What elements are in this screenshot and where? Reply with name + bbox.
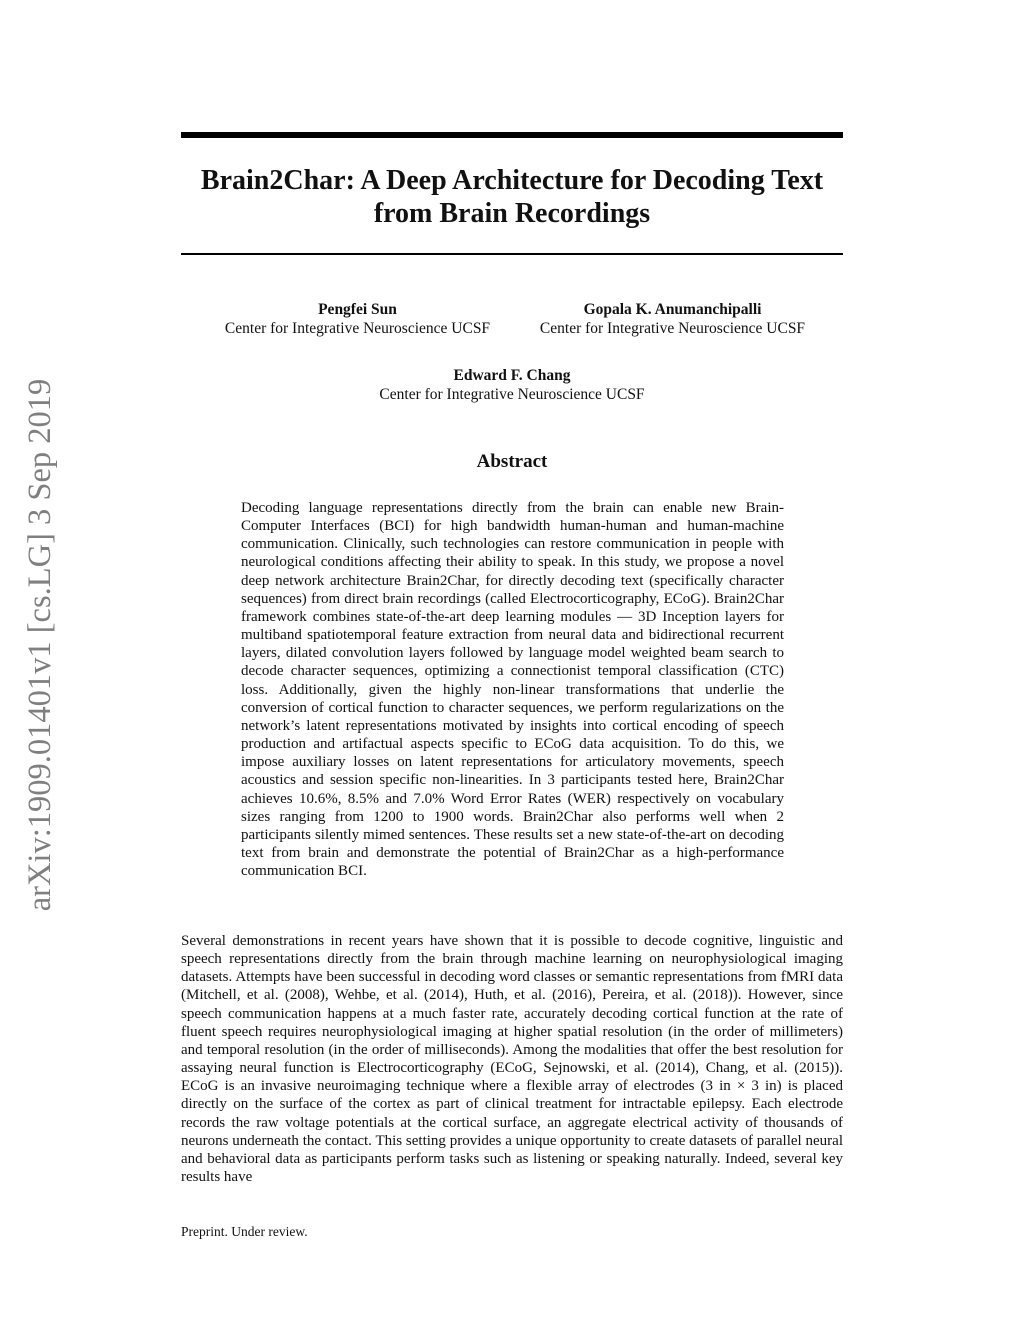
preprint-footer: Preprint. Under review. xyxy=(181,1224,308,1239)
abstract-heading: Abstract xyxy=(476,451,548,472)
introduction-paragraph: Several demonstrations in recent years have shown that it is possible to decode cognitive, linguistic and speech representations directly from the brain through machine learning on neurophysiological imaging datasets. Attempts have been successful in decoding word classes or semantic representations from fMRI data (Mitchell, et al. (2008), Wehbe, et al. (2014), Huth, et al. (2016), Pereira, et al. (2018)). However, since speech communication happens at a much faster rate, accurately decoding cortical function at the rate of fluent speech requires neurophysiological imaging at higher spatial resolution (in the order of millimeters) and temporal resolution (in the order of milliseconds). Among the modalities that offer the best resolution for assaying neural function is Electrocorticography (ECoG, Sejnowski, et al. (2014), Chang, et al. (2015)). ECoG is an invasive neuroimaging technique where a flexible array of electrodes (3 in × 3 in) is placed directly on the surface of the cortex as part of clinical treatment for intractable epilepsy. Each electrode records the raw voltage potentials at the cortical surface, an aggregate electrical activity of thousands of neurons underneath the contact. This setting provides a unique opportunity to create datasets of parallel neural and behavioral data as participants perform tasks such as listening or speaking naturally. Indeed, several key results have xyxy=(181,933,843,1186)
author-name: Pengfei Sun xyxy=(318,301,397,318)
title-top-rule xyxy=(181,132,843,138)
title-bottom-rule xyxy=(181,253,843,255)
author-name: Gopala K. Anumanchipalli xyxy=(583,301,762,318)
author-affiliation: Center for Integrative Neuroscience UCSF xyxy=(224,320,491,337)
author-block xyxy=(350,366,674,404)
arxiv-identifier-stamp: arXiv:1909.01401v1 [cs.LG] 3 Sep 2019 xyxy=(22,378,58,912)
author-affiliation: Center for Integrative Neuroscience UCSF xyxy=(539,320,806,337)
author-block xyxy=(195,300,520,338)
abstract-text: Decoding language representations directly from the brain can enable new Brain-Computer Interfaces (BCI) for high bandwidth human-human and human-machine communication. Clinically, such technologies can restore communication in people with neurological conditions affecting their ability to speak. In this study, we propose a novel deep network architecture Brain2Char, for directly decoding text (specifically character sequences) from direct brain recordings (called Electrocorticography, ECoG). Brain2Char framework combines state-of-the-art deep learning modules — 3D Inception layers for multiband spatiotemporal feature extraction from neural data and bidirectional recurrent layers, dilated convolution layers followed by language model weighted beam search to decode character sequences, optimizing a connectionist temporal classification (CTC) loss. Additionally, given the highly non-linear transformations that underlie the conversion of cortical function to character sequences, we perform regularizations on the network’s latent representations motivated by insights into cortical encoding of speech production and artifactual aspects specific to ECoG data acquisition. To do this, we impose auxiliary losses on latent representations for articulatory movements, speech acoustics and session specific non-linearities. In 3 participants tested here, Brain2Char achieves 10.6%, 8.5% and 7.0% Word Error Rates (WER) respectively on vocabulary sizes ranging from 1200 to 1900 words. Brain2Char also performs well when 2 participants silently mimed sentences. These results set a new state-of-the-art on decoding text from brain and demonstrate the potential of Brain2Char as a high-performance communication BCI. xyxy=(241,500,784,880)
author-block xyxy=(510,300,835,338)
author-affiliation: Center for Integrative Neuroscience UCSF xyxy=(379,386,645,403)
author-name: Edward F. Chang xyxy=(453,367,571,384)
paper-title: Brain2Char: A Deep Architecture for Decoding Text from Brain Recordings xyxy=(200,165,824,229)
